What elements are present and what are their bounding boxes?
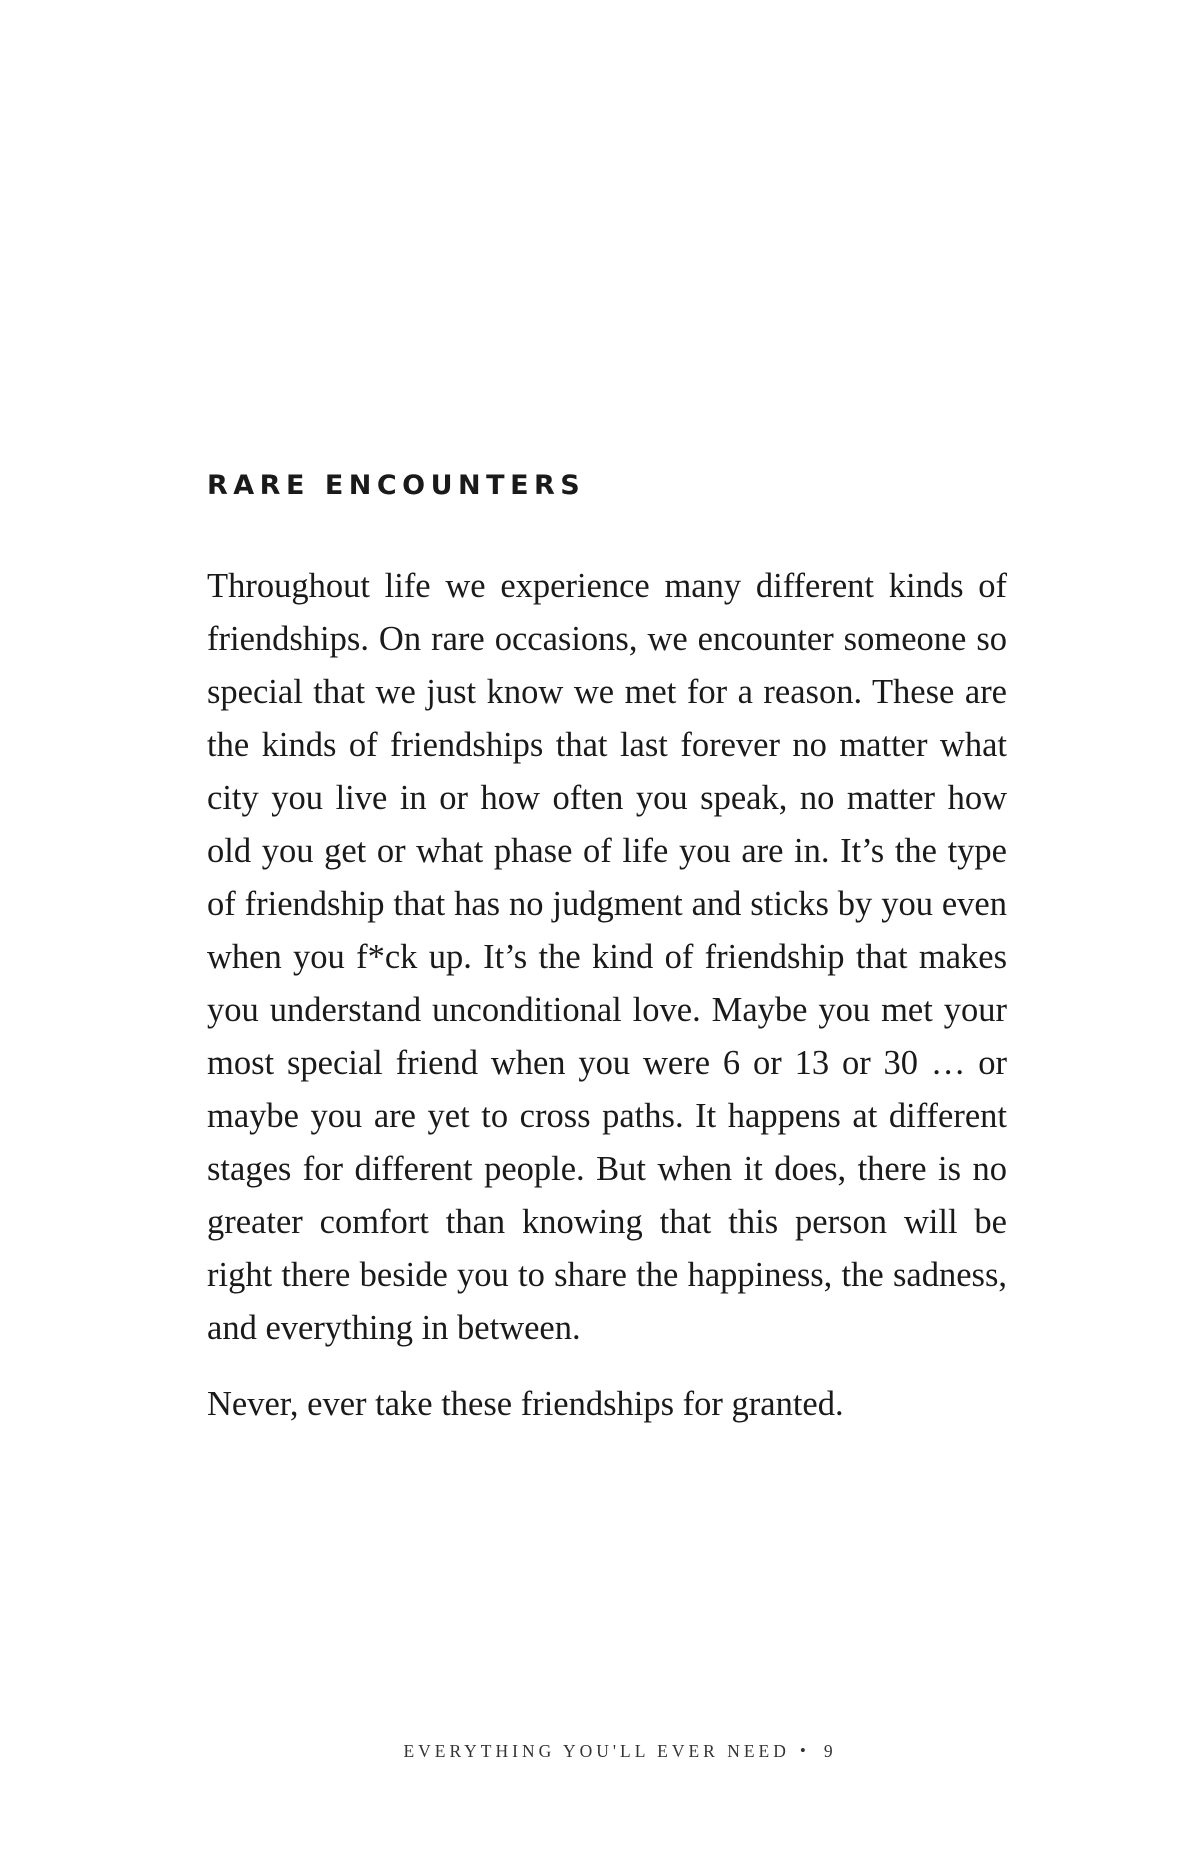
footer-separator: • — [799, 1741, 810, 1760]
closing-paragraph: Never, ever take these friendships for granted. — [207, 1385, 844, 1423]
page-footer — [0, 1741, 1200, 1762]
running-title: EVERYTHING YOU'LL EVER NEED — [403, 1741, 790, 1761]
section-heading: RARE ENCOUNTERS — [207, 470, 586, 501]
page-number: 9 — [823, 1741, 837, 1761]
body-paragraph: Throughout life we experience many different kinds of friendships. On rare occasions, we encounter someone so special that we just know we met for a reason. These are the kinds of friendships that last forever no matter what city you live in or how often you speak, no matter how old you get or what phase of life you are in. It’s the type of friendship that has no judgment and sticks by you even when you f*ck up. It’s the kind of friendship that makes you understand unconditional love. Maybe you met your most special friend when you were 6 or 13 or 30 … or maybe you are yet to cross paths. It happens at different stages for different people. But when it does, there is no greater comfort than knowing that this person will be right there beside you to share the happiness, the sadness, and everything in between. — [207, 567, 1007, 1347]
body-text — [207, 560, 1007, 1431]
